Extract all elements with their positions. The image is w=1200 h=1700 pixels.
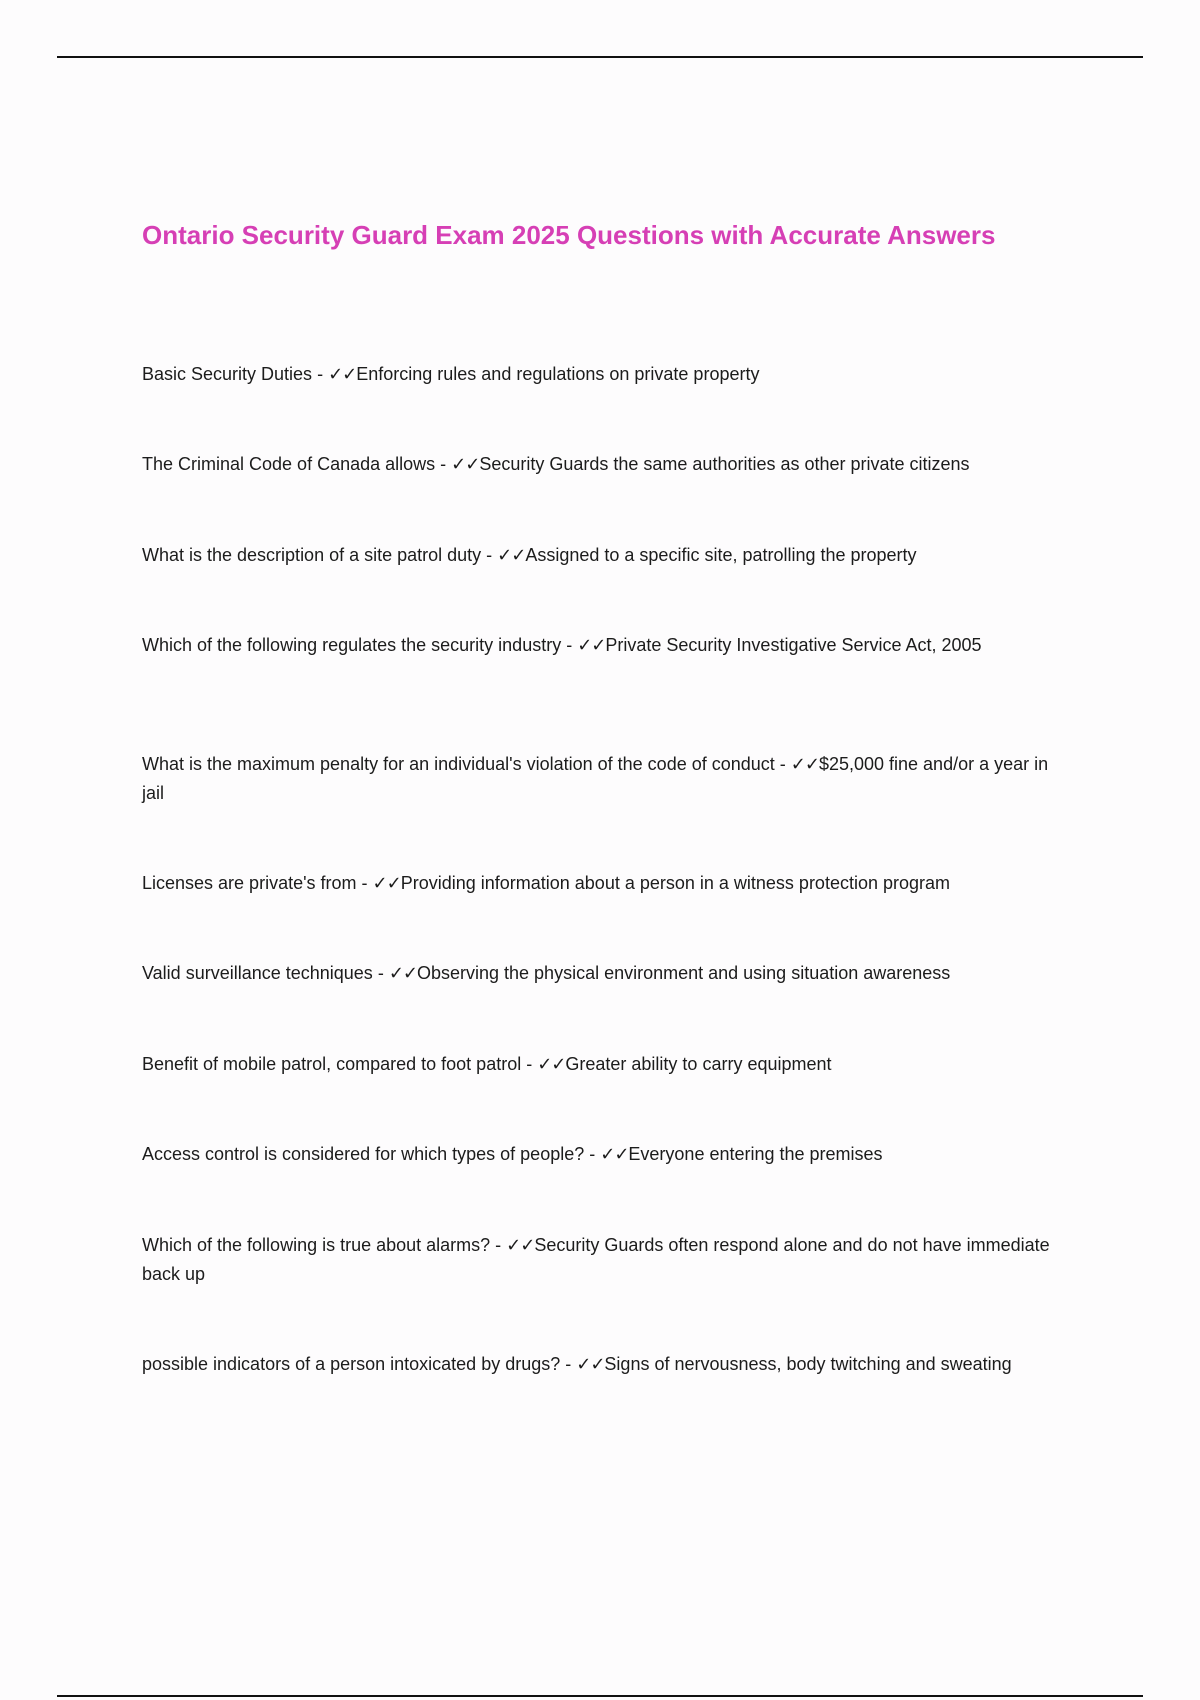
question: What is the description of a site patrol duty — [142, 545, 482, 565]
check-mark-icon: ✓✓ — [451, 454, 480, 475]
top-rule — [57, 56, 1143, 58]
check-mark-icon: ✓✓ — [790, 754, 819, 775]
answer: Signs of nervousness, body twitching and sweating — [604, 1354, 1012, 1374]
question: Basic Security Duties — [142, 364, 313, 384]
check-mark-icon: ✓✓ — [600, 1144, 629, 1165]
answer: Providing information about a person in a witness protection program — [400, 873, 951, 893]
qa-item-1 — [142, 360, 1062, 389]
separator: - — [774, 754, 791, 774]
question: Licenses are private's from — [142, 873, 357, 893]
check-mark-icon: ✓✓ — [506, 1235, 535, 1256]
check-mark-icon: ✓✓ — [388, 963, 417, 984]
separator: - — [312, 364, 329, 384]
question: The Criminal Code of Canada allows — [142, 454, 436, 474]
separator: - — [560, 1354, 577, 1374]
check-mark-icon: ✓✓ — [497, 545, 526, 566]
qa-item-7 — [142, 959, 1062, 988]
qa-item-6 — [142, 869, 1062, 898]
answer: Security Guards the same authorities as other private citizens — [479, 454, 970, 474]
check-mark-icon: ✓✓ — [577, 635, 606, 656]
check-mark-icon: ✓✓ — [576, 1354, 605, 1375]
check-mark-icon: ✓✓ — [328, 364, 357, 385]
qa-item-9 — [142, 1140, 1062, 1169]
qa-item-5 — [142, 750, 1062, 807]
separator: - — [490, 1235, 507, 1255]
separator: - — [372, 963, 389, 983]
answer: Enforcing rules and regulations on private property — [356, 364, 760, 384]
qa-item-10 — [142, 1231, 1062, 1288]
separator: - — [481, 545, 498, 565]
qa-item-4 — [142, 631, 1062, 660]
question: Benefit of mobile patrol, compared to foot patrol — [142, 1054, 522, 1074]
answer: $25,000 fine and/or a year in jail — [142, 754, 1049, 803]
answer: Observing the physical environment and using situation awareness — [416, 963, 951, 983]
answer: Everyone entering the premises — [628, 1144, 883, 1164]
bottom-rule — [57, 1695, 1143, 1697]
check-mark-icon: ✓✓ — [372, 873, 401, 894]
separator: - — [561, 635, 578, 655]
question: possible indicators of a person intoxicated by drugs? — [142, 1354, 561, 1374]
qa-item-11 — [142, 1350, 1062, 1379]
separator: - — [356, 873, 373, 893]
question: Which of the following is true about alarms? — [142, 1235, 491, 1255]
answer: Assigned to a specific site, patrolling the property — [525, 545, 917, 565]
separator: - — [521, 1054, 538, 1074]
answer: Security Guards often respond alone and do not have immediate back up — [142, 1235, 1050, 1284]
separator: - — [584, 1144, 601, 1164]
answer: Greater ability to carry equipment — [565, 1054, 832, 1074]
document-title: Ontario Security Guard Exam 2025 Questions with Accurate Answers — [142, 220, 996, 250]
check-mark-icon: ✓✓ — [537, 1054, 566, 1075]
answer: Private Security Investigative Service Act, 2005 — [605, 635, 982, 655]
question: Which of the following regulates the security industry — [142, 635, 562, 655]
qa-item-8 — [142, 1050, 1062, 1079]
qa-item-3 — [142, 541, 1062, 570]
question: What is the maximum penalty for an individual's violation of the code of conduct — [142, 754, 775, 774]
qa-item-2 — [142, 450, 1062, 479]
separator: - — [435, 454, 452, 474]
question: Valid surveillance techniques — [142, 963, 373, 983]
question: Access control is considered for which types of people? — [142, 1144, 585, 1164]
